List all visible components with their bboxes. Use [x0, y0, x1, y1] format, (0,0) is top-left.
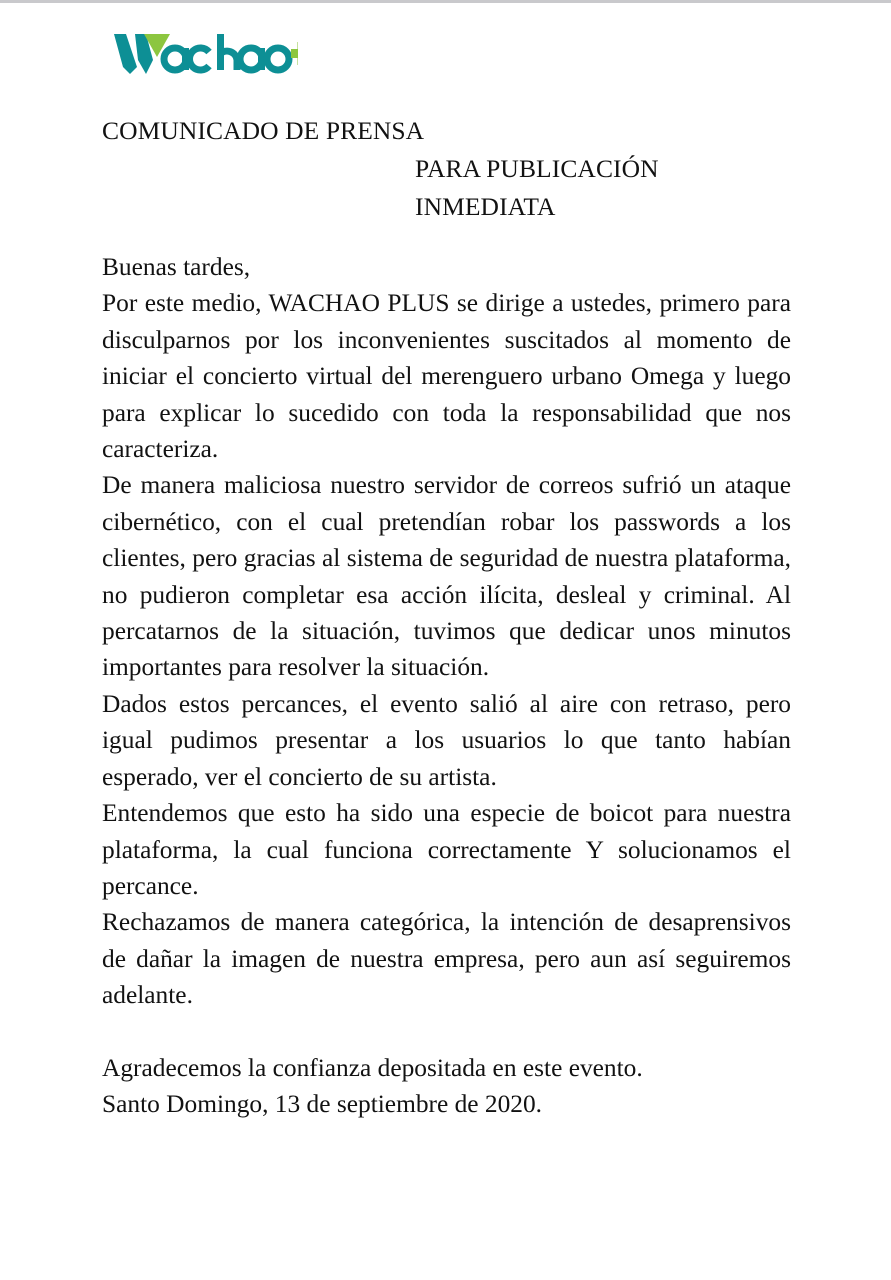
title-line-comunicado: COMUNICADO DE PRENSA — [102, 116, 425, 145]
body-paragraph-2: De manera maliciosa nuestro servidor de correos sufrió un ataque cibernético, con el cual pretendían robar los passwords a los clientes, pero gracias al sistema de seguridad de nuestra plataforma, no pudieron completar esa acción ilícita, desleal y criminal. Al percatarnos de la situación, tuvimos que dedicar unos minutos importantes para resolver la situación. — [102, 471, 791, 682]
title-line-para-publicacion: PARA PUBLICACIÓN — [415, 154, 659, 183]
wachao-plus-logo-icon — [113, 30, 298, 78]
closing-place-date-line: Santo Domingo, 13 de septiembre de 2020. — [102, 1089, 543, 1118]
body-paragraph-3: Dados estos percances, el evento salió al aire con retraso, pero igual pudimos presentar a los usuarios lo que tanto habían esperado, ver el concierto de su artista. — [102, 689, 791, 791]
wachao-plus-logo — [113, 30, 298, 78]
closing-thanks-line: Agradecemos la confianza depositada en este evento. — [102, 1053, 643, 1082]
body-paragraph-1: Por este medio, WACHAO PLUS se dirige a ustedes, primero para disculparnos por los inconvenientes suscitados al momento de iniciar el concierto virtual del merenguero urbano Omega y luego para explicar lo sucedido con toda la responsabilidad que nos caracteriza. — [102, 289, 791, 464]
closing-block — [102, 1050, 791, 1123]
title-line-inmediata: INMEDIATA — [415, 192, 556, 221]
document-body — [102, 249, 791, 1122]
salutation-line: Buenas tardes, — [102, 253, 251, 281]
body-paragraph-4: Entendemos que esto ha sido una especie de boicot para nuestra plataforma, la cual funciona correctamente Y solucionamos el percance. — [102, 799, 791, 900]
body-paragraph-5: Rechazamos de manera categórica, la intención de desaprensivos de dañar la imagen de nuestra empresa, pero aun así seguiremos adelante. — [102, 908, 791, 1010]
document-header — [102, 112, 792, 226]
press-release-title — [102, 112, 792, 226]
